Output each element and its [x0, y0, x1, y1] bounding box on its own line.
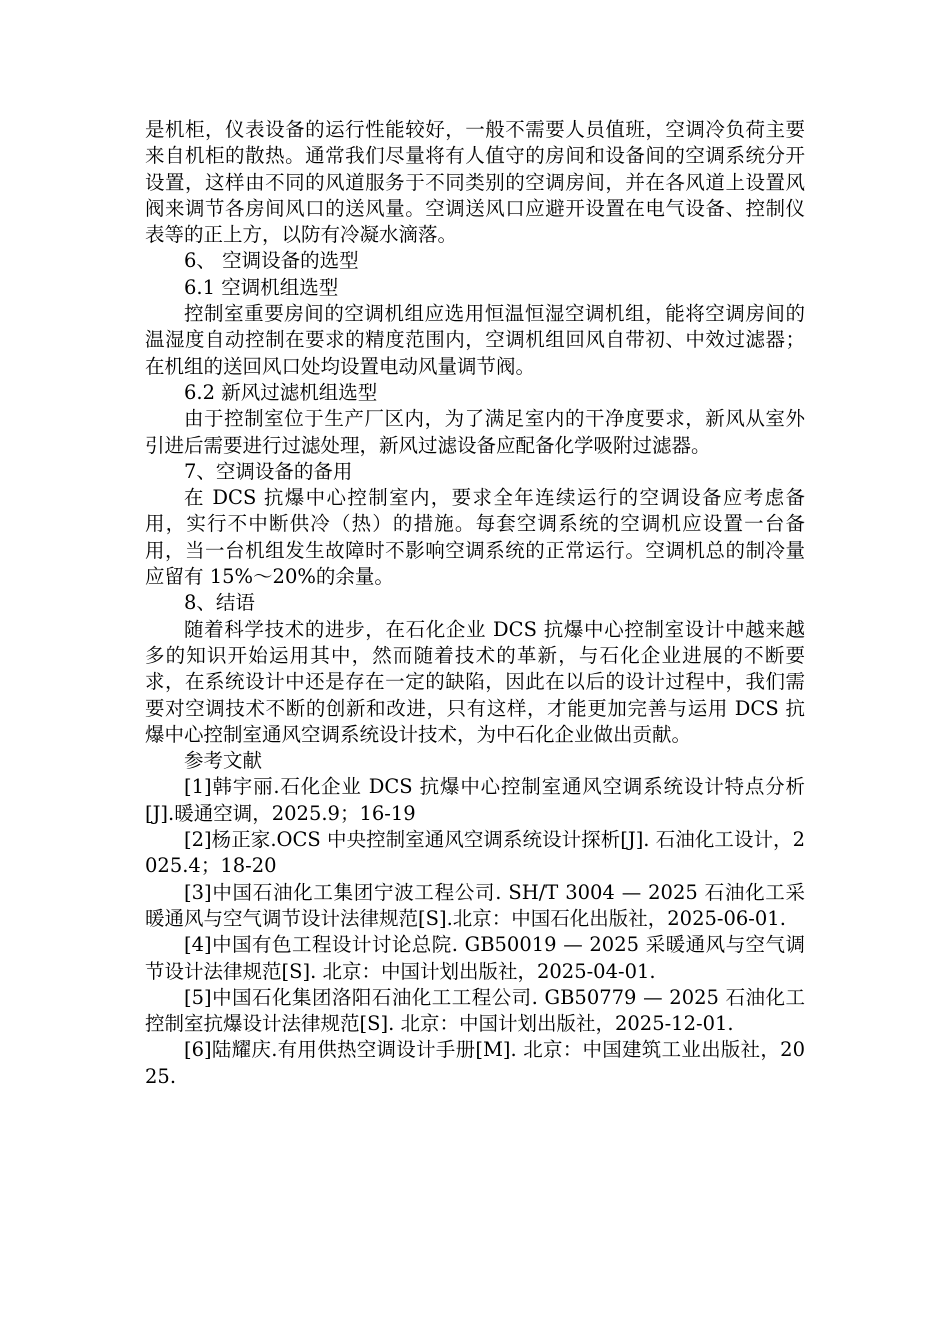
section-heading-7: 7、空调设备的备用 — [184, 459, 353, 483]
references-heading: 参考文献 — [184, 749, 263, 773]
reference-item: [6]陆耀庆.有用供热空调设计手册[M]. 北京：中国建筑工业出版社，2025. — [145, 1038, 805, 1088]
subsection-heading-6-1: 6.1 空调机组选型 — [184, 275, 339, 299]
paragraph-6-2: 由于控制室位于生产厂区内，为了满足室内的干净度要求，新风从室外引进后需要进行过滤处理，新风过滤设备应配备化学吸附过滤器。 — [145, 407, 805, 457]
paragraph-8: 随着科学技术的进步，在石化企业 DCS 抗爆中心控制室设计中越来越多的知识开始运用其中，然而随着技术的革新，与石化企业进展的不断要求，在系统设计中还是存在一定的缺陷，因此在以后的设计过程中，我们需要对空调技术不断的创新和改进，只有这样，才能更加完善与运用 DCS 抗爆中心控制室通风空调系统设计技术，为中石化企业做出贡献。 — [145, 617, 805, 746]
reference-item: [2]杨正家.OCS 中央控制室通风空调系统设计探析[J]. 石油化工设计，2025.4；18-20 — [145, 828, 805, 878]
subsection-heading-6-2: 6.2 新风过滤机组选型 — [184, 380, 378, 404]
reference-item: [5]中国石化集团洛阳石油化工工程公司. GB50779 — 2025 石油化工控制室抗爆设计法律规范[S]. 北京：中国计划出版社，2025-12-01. — [145, 985, 805, 1036]
section-heading-8: 8、结语 — [184, 591, 255, 615]
document-page — [145, 117, 805, 1090]
reference-list — [145, 774, 805, 1090]
section-heading-6: 6、 空调设备的选型 — [184, 249, 359, 273]
paragraph-7: 在 DCS 抗爆中心控制室内，要求全年连续运行的空调设备应考虑备用，实行不中断供冷（热）的措施。每套空调系统的空调机应设置一台备用，当一台机组发生故障时不影响空调系统的正常运行。空调机总的制冷量应留有 15%～20%的余量。 — [145, 486, 805, 589]
reference-item: [3]中国石油化工集团宁波工程公司. SH/T 3004 — 2025 石油化工采暖通风与空气调节设计法律规范[S].北京：中国石化出版社，2025-06-01. — [145, 880, 805, 930]
paragraph-6-1: 控制室重要房间的空调机组应选用恒温恒湿空调机组，能将空调房间的温湿度自动控制在要求的精度范围内，空调机组回风自带初、中效过滤器；在机组的送回风口处均设置电动风量调节阀。 — [145, 302, 805, 378]
paragraph-hvac-zoning: 是机柜，仪表设备的运行性能较好，一般不需要人员值班，空调冷负荷主要来自机柜的散热。通常我们尽量将有人值守的房间和设备间的空调系统分开设置，这样由不同的风道服务于不同类别的空调房间，并在各风道上设置风阀来调节各房间风口的送风量。空调送风口应避开设置在电气设备、控制仪表等的正上方，以防有冷凝水滴落。 — [145, 118, 805, 247]
reference-item: [4]中国有色工程设计讨论总院. GB50019 — 2025 采暖通风与空气调节设计法律规范[S]. 北京：中国计划出版社，2025-04-01. — [145, 933, 805, 983]
reference-item: [1]韩宇丽.石化企业 DCS 抗爆中心控制室通风空调系统设计特点分析[J].暖通空调，2025.9；16-19 — [145, 775, 805, 825]
